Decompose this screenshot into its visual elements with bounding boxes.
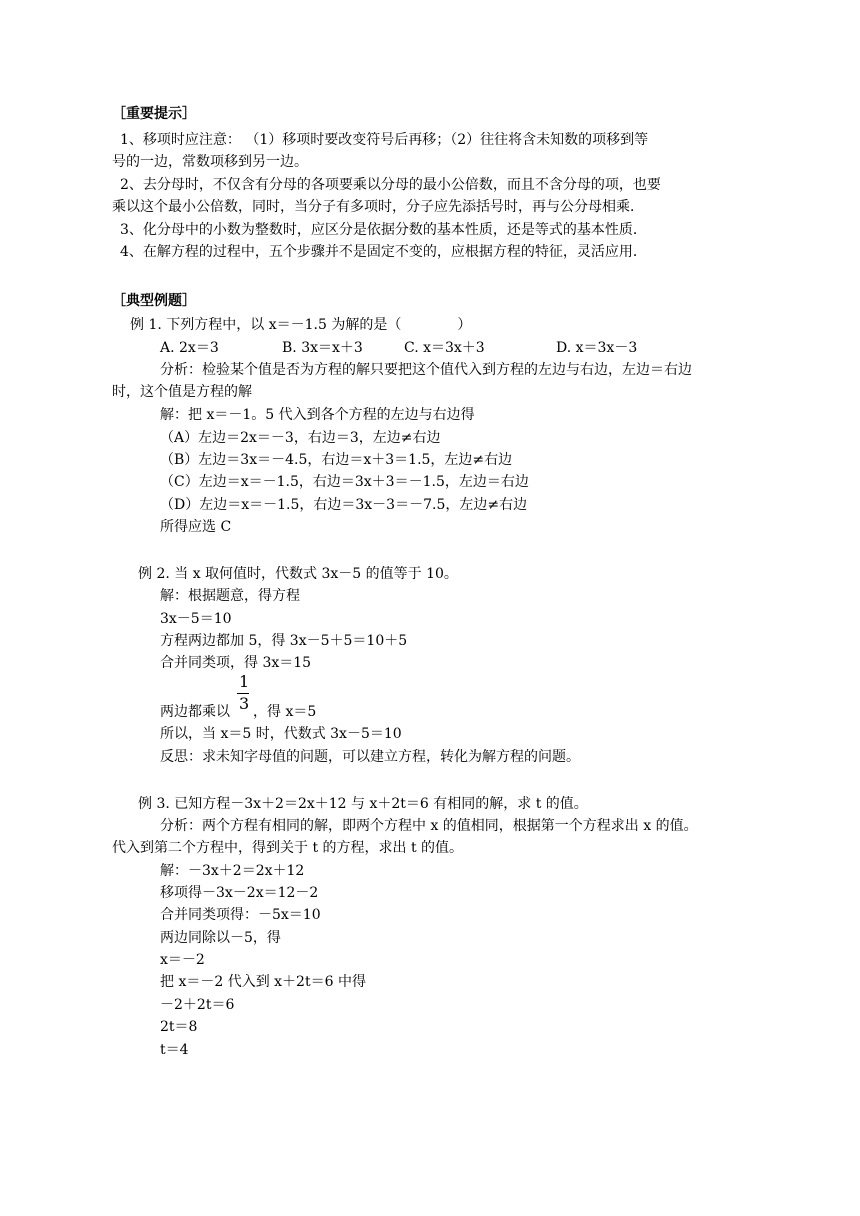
example-1-check-d: （D）左边＝x＝－1.5，右边＝3x－3＝－7.5，左边≠右边 (160, 497, 528, 513)
fraction-numerator: 1 (239, 672, 250, 691)
fraction-denominator: 3 (239, 694, 250, 713)
example-2-solution: 解：根据题意，得方程 (160, 588, 300, 604)
examples-heading: ［典型例题］ (112, 293, 196, 309)
example-1-check-a: （A）左边＝2x＝－3，右边＝3，左边≠右边 (160, 430, 441, 446)
tip-1: 1、移项时应注意： （1）移项时要改变符号后再移；（2）往往将含未知数的项移到等 (120, 132, 649, 148)
example-1-question: 例 1. 下列方程中，以 x＝－1.5 为解的是（ ） (130, 317, 472, 333)
example-3-step-6: 把 x＝－2 代入到 x＋2t＝6 中得 (160, 974, 366, 990)
tip-3: 3、化分母中的小数为整数时，应区分是依据分数的基本性质，还是等式的基本性质． (120, 222, 647, 238)
example-2-step-3-prefix: 两边都乘以 (160, 704, 230, 720)
example-3-analysis: 分析：两个方程有相同的解，即两个方程中 x 的值相同，根据第一个方程求出 x 的值。 (160, 818, 698, 834)
example-2-step-3-suffix: ，得 x＝5 (253, 704, 317, 720)
example-3-step-8: 2t＝8 (160, 1019, 198, 1035)
example-2-reflection: 反思：求未知字母值的问题，可以建立方程，转化为解方程的问题。 (160, 749, 580, 765)
example-1-answer: 所得应选 C (160, 519, 232, 535)
example-1-option-d: D. x＝3x－3 (556, 340, 638, 356)
example-2-equation: 3x－5＝10 (160, 611, 232, 627)
example-3-step-1: 解：－3x＋2＝2x＋12 (160, 863, 305, 879)
example-3-question: 例 3. 已知方程－3x＋2＝2x＋12 与 x＋2t＝6 有相同的解，求 t 的值。 (138, 796, 588, 812)
tip-2-continued: 乘以这个最小公倍数，同时，当分子有多项时，分子应先添括号时，再与公分母相乘． (112, 199, 644, 215)
example-1-analysis: 分析：检验某个值是否为方程的解只要把这个值代入到方程的左边与右边，左边＝右边 (160, 362, 692, 378)
example-2-step-1: 方程两边都加 5，得 3x－5＋5＝10＋5 (160, 633, 408, 649)
example-1-option-c: C. x＝3x＋3 (404, 340, 485, 356)
tip-4: 4、在解方程的过程中，五个步骤并不是固定不变的，应根据方程的特征，灵活应用． (120, 244, 647, 260)
example-2-step-2: 合并同类项，得 3x＝15 (160, 655, 312, 671)
example-1-analysis-continued: 时，这个值是方程的解 (112, 384, 252, 400)
example-2-question: 例 2. 当 x 取何值时，代数式 3x－5 的值等于 10。 (138, 566, 458, 582)
example-1-check-c: （C）左边＝x＝－1.5，右边＝3x＋3＝－1.5，左边＝右边 (160, 474, 529, 490)
example-1-option-b: B. 3x＝x＋3 (282, 340, 363, 356)
example-2-step-4: 所以，当 x＝5 时，代数式 3x－5＝10 (160, 726, 402, 742)
tips-heading: ［重要提示］ (112, 106, 196, 122)
example-3-step-5: x＝－2 (160, 952, 205, 968)
example-3-step-9: t＝4 (160, 1042, 189, 1058)
example-3-step-3: 合并同类项得：－5x＝10 (160, 907, 321, 923)
example-3-step-4: 两边同除以－5，得 (160, 930, 281, 946)
tip-2: 2、去分母时，不仅含有分母的各项要乘以分母的最小公倍数，而且不含分母的项，也要 (120, 177, 661, 193)
example-3-step-7: －2＋2t＝6 (160, 997, 235, 1013)
example-1-option-a: A. 2x＝3 (160, 340, 219, 356)
example-3-analysis-continued: 代入到第二个方程中，得到关于 t 的方程，求出 t 的值。 (112, 840, 464, 856)
tip-1-continued: 号的一边，常数项移到另一边。 (112, 154, 308, 170)
example-1-solution: 解：把 x＝－1。5 代入到各个方程的左边与右边得 (160, 407, 475, 423)
example-3-step-2: 移项得－3x－2x＝12－2 (160, 885, 319, 901)
example-1-check-b: （B）左边＝3x＝－4.5，右边＝x＋3＝1.5，左边≠右边 (160, 452, 513, 468)
